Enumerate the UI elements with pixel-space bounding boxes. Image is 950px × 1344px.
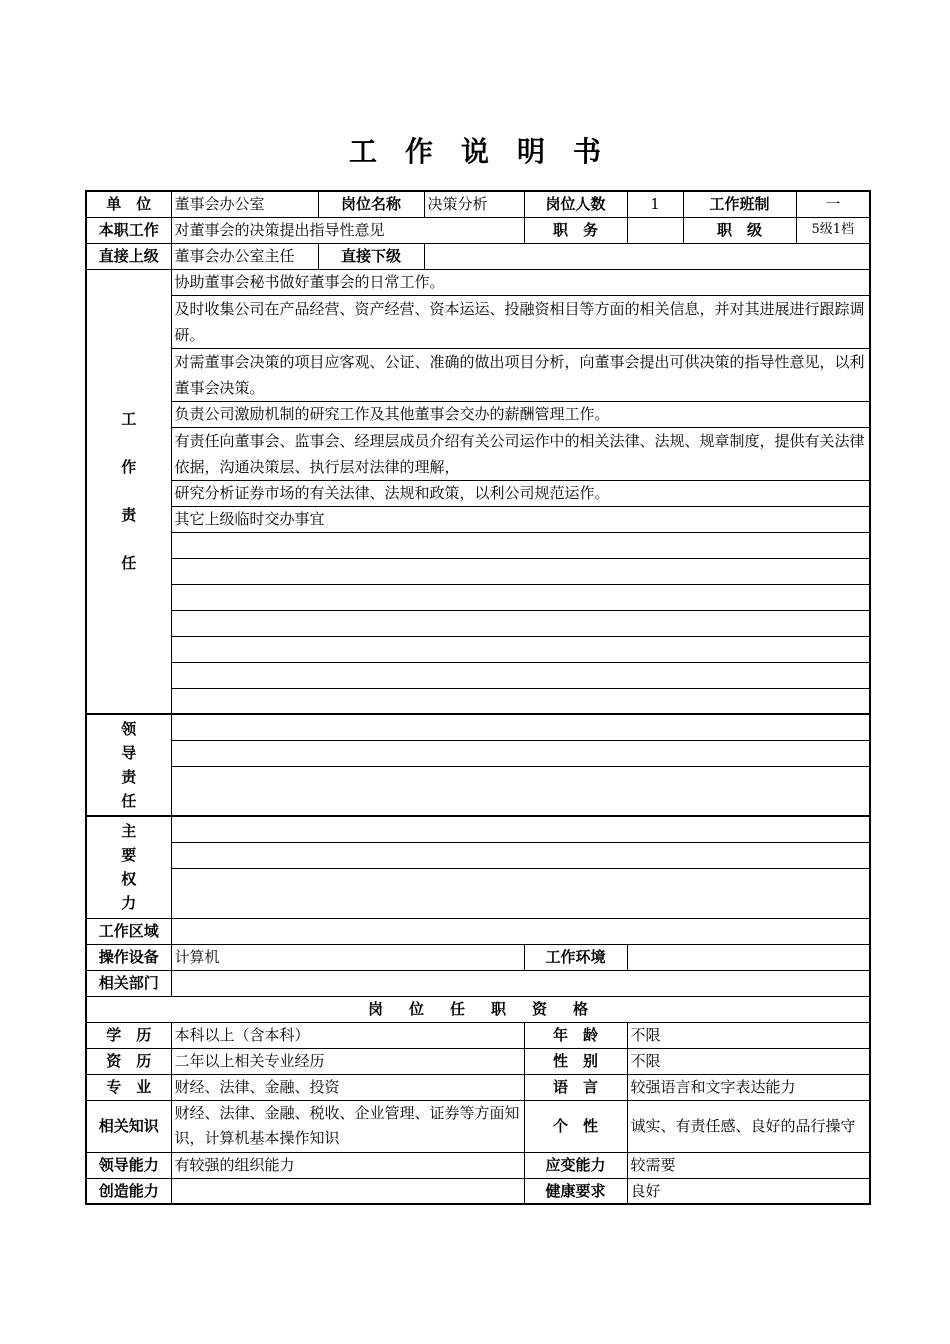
duty-value: 对董事会的决策提出指导性意见 bbox=[171, 217, 524, 243]
leadership-label-char: 任 bbox=[121, 792, 137, 810]
equipment-label: 操作设备 bbox=[86, 944, 171, 970]
creativity-value bbox=[171, 1178, 524, 1204]
authority-label bbox=[86, 816, 171, 918]
experience-label: 资 历 bbox=[86, 1048, 171, 1074]
responsibility-empty-row bbox=[171, 558, 870, 584]
character-label: 个 性 bbox=[524, 1100, 627, 1152]
responsibility-item: 协助董事会秘书做好董事会的日常工作。 bbox=[171, 269, 870, 295]
responsibility-item: 其它上级临时交办事宜 bbox=[171, 506, 870, 532]
post-count-label: 岗位人数 bbox=[524, 191, 627, 217]
leadership-ability-label: 领导能力 bbox=[86, 1152, 171, 1178]
unit-value: 董事会办公室 bbox=[171, 191, 318, 217]
subordinate-label: 直接下级 bbox=[318, 243, 424, 269]
authority-label-char: 要 bbox=[121, 846, 137, 865]
gender-label: 性 别 bbox=[524, 1048, 627, 1074]
authority-empty-row bbox=[171, 868, 870, 918]
equipment-value: 计算机 bbox=[171, 944, 524, 970]
responsibility-item: 研究分析证券市场的有关法律、法规和政策，以利公司规范运作。 bbox=[171, 480, 870, 506]
leadership-empty-row bbox=[171, 766, 870, 816]
grade-value: 5级1档 bbox=[796, 217, 870, 243]
knowledge-label: 相关知识 bbox=[86, 1100, 171, 1152]
position-title-value bbox=[627, 217, 683, 243]
character-value: 诚实、有责任感、良好的品行操守 bbox=[627, 1100, 870, 1152]
subordinate-value bbox=[424, 243, 870, 269]
environment-value bbox=[627, 944, 870, 970]
adaptability-value: 较需要 bbox=[627, 1152, 870, 1178]
experience-value: 二年以上相关专业经历 bbox=[171, 1048, 524, 1074]
superior-value: 董事会办公室主任 bbox=[171, 243, 318, 269]
health-value: 良好 bbox=[627, 1178, 870, 1204]
responsibility-empty-row bbox=[171, 636, 870, 662]
responsibilities-label-char: 任 bbox=[121, 554, 137, 573]
authority-label-char: 权 bbox=[121, 870, 137, 889]
departments-label: 相关部门 bbox=[86, 970, 171, 996]
post-name-label: 岗位名称 bbox=[318, 191, 424, 217]
leadership-empty-row bbox=[171, 740, 870, 766]
responsibility-empty-row bbox=[171, 662, 870, 688]
responsibilities-label bbox=[86, 269, 171, 714]
leadership-label bbox=[86, 714, 171, 816]
adaptability-label: 应变能力 bbox=[524, 1152, 627, 1178]
responsibilities-label-char: 工 bbox=[121, 410, 137, 429]
gender-value: 不限 bbox=[627, 1048, 870, 1074]
language-value: 较强语言和文字表达能力 bbox=[627, 1074, 870, 1100]
leadership-label-char: 导 bbox=[121, 744, 137, 762]
major-label: 专 业 bbox=[86, 1074, 171, 1100]
qualifications-header: 岗位任职资格 bbox=[86, 996, 870, 1022]
language-label: 语 言 bbox=[524, 1074, 627, 1100]
work-area-value bbox=[171, 918, 870, 944]
post-name-value: 决策分析 bbox=[424, 191, 524, 217]
authority-empty-row bbox=[171, 816, 870, 842]
position-title-label: 职 务 bbox=[524, 217, 627, 243]
creativity-label: 创造能力 bbox=[86, 1178, 171, 1204]
authority-label-char: 主 bbox=[121, 822, 137, 841]
grade-label: 职 级 bbox=[683, 217, 796, 243]
leadership-empty-row bbox=[171, 714, 870, 740]
job-description-table bbox=[85, 190, 871, 1205]
education-value: 本科以上（含本科） bbox=[171, 1022, 524, 1048]
responsibility-item: 负责公司激励机制的研究工作及其他董事会交办的薪酬管理工作。 bbox=[171, 401, 870, 427]
page-title: 工作说明书 bbox=[348, 135, 629, 168]
leadership-label-char: 领 bbox=[121, 720, 137, 738]
shift-label: 工作班制 bbox=[683, 191, 796, 217]
age-label: 年 龄 bbox=[524, 1022, 627, 1048]
environment-label: 工作环境 bbox=[524, 944, 627, 970]
departments-value bbox=[171, 970, 870, 996]
post-count-value: 1 bbox=[627, 191, 683, 217]
responsibility-empty-row bbox=[171, 688, 870, 714]
responsibility-item: 对需董事会决策的项目应客观、公证、准确的做出项目分析，向董事会提出可供决策的指导性意见，以利董事会决策。 bbox=[171, 348, 870, 401]
responsibilities-label-char: 责 bbox=[121, 506, 137, 525]
responsibility-item: 及时收集公司在产品经营、资产经营、资本运运、投融资相目等方面的相关信息，并对其进展进行跟踪调研。 bbox=[171, 295, 870, 348]
responsibility-item: 有责任向董事会、监事会、经理层成员介绍有关公司运作中的相关法律、法规、规章制度，提供有关法律依据，沟通决策层、执行层对法律的理解， bbox=[171, 427, 870, 480]
authority-label-char: 力 bbox=[121, 894, 137, 913]
responsibility-empty-row bbox=[171, 610, 870, 636]
duty-label: 本职工作 bbox=[86, 217, 171, 243]
superior-label: 直接上级 bbox=[86, 243, 171, 269]
major-value: 财经、法律、金融、投资 bbox=[171, 1074, 524, 1100]
age-value: 不限 bbox=[627, 1022, 870, 1048]
knowledge-value: 财经、法律、金融、税收、企业管理、证券等方面知识，计算机基本操作知识 bbox=[171, 1100, 524, 1152]
responsibility-empty-row bbox=[171, 584, 870, 610]
leadership-ability-value: 有较强的组织能力 bbox=[171, 1152, 524, 1178]
work-area-label: 工作区域 bbox=[86, 918, 171, 944]
health-label: 健康要求 bbox=[524, 1178, 627, 1204]
responsibility-empty-row bbox=[171, 532, 870, 558]
education-label: 学 历 bbox=[86, 1022, 171, 1048]
unit-label: 单 位 bbox=[86, 191, 171, 217]
authority-empty-row bbox=[171, 842, 870, 868]
responsibilities-label-char: 作 bbox=[121, 458, 137, 477]
shift-value: 一 bbox=[796, 191, 870, 217]
leadership-label-char: 责 bbox=[121, 768, 137, 786]
